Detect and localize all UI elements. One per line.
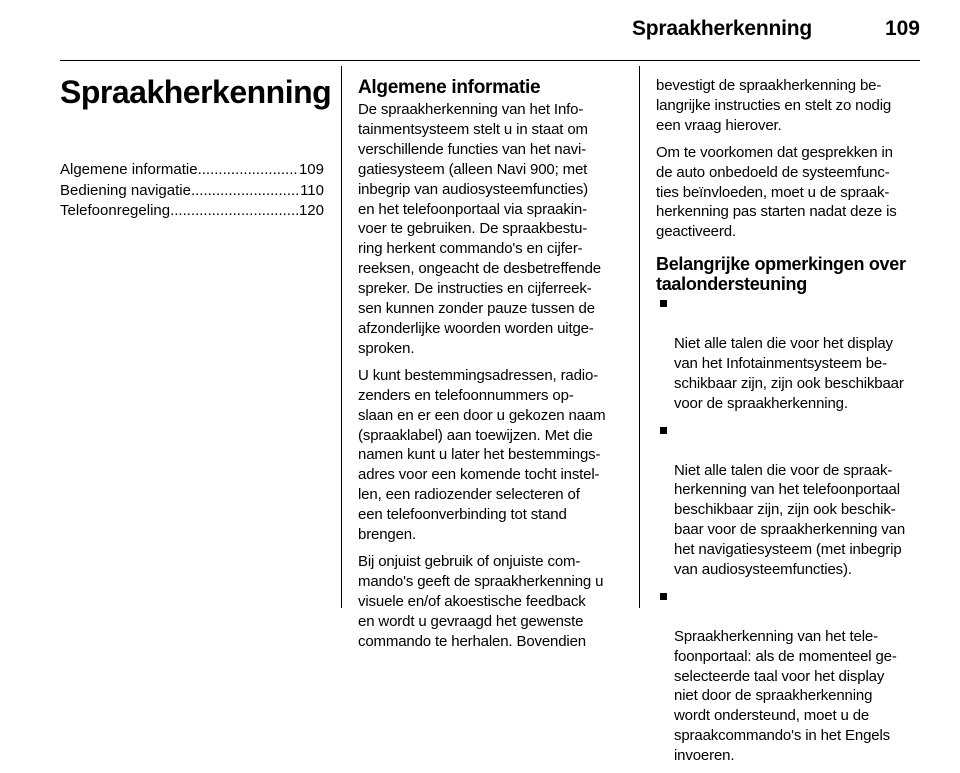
bullet-item [656, 294, 920, 413]
toc-entry-label: Bediening navigatie [60, 181, 191, 199]
body-column-2 [656, 66, 920, 773]
square-bullet-icon [660, 427, 667, 434]
subsection-heading: Belangrijke opmerkingen over taalondersteuning [656, 254, 906, 295]
body-paragraph: bevestigt de spraakherkenning be- langrijke instructies en stelt zo nodig een vraag hierover. [656, 77, 892, 134]
toc-entry-page: 120 [298, 202, 324, 220]
running-title: Spraakherkenning [631, 17, 812, 40]
bullet-item [656, 587, 920, 766]
square-bullet-icon [660, 300, 667, 307]
column-divider [639, 66, 640, 608]
toc-entry[interactable] [60, 201, 324, 222]
toc-leader-dots [191, 181, 300, 202]
square-bullet-icon [660, 593, 667, 600]
column-divider [341, 66, 342, 608]
bullet-text: Spraakherkenning van het tele- foonportaal: als de momenteel ge- selecteerde taal voor het display niet door de spraakherkenning wordt ondersteund, moet u de spraakcommando's in het Engels invoeren. [674, 627, 897, 765]
toc-entry-label: Algemene informatie [60, 161, 198, 178]
bullet-text: Niet alle talen die voor de spraak- herkenning van het telefoonportaal beschikbaar zijn, zijn ook beschik- baar voor de spraakherkenning van het navigatiesysteem (met inbegrip van audiosysteemfuncties). [674, 461, 906, 579]
page-number: 109 [884, 17, 920, 40]
chapter-column [60, 66, 332, 222]
toc-entry[interactable] [60, 181, 324, 202]
toc-entry-label: Telefoonregeling [60, 202, 171, 220]
toc-leader-dots [198, 160, 299, 181]
toc-entry-page: 109 [298, 161, 324, 178]
bullet-text: Niet alle talen die voor het display van het Infotainmentsysteem be- schikbaar zijn, zijn ook beschikbaar voor de spraakherkenning. [674, 335, 904, 412]
body-paragraph: Bij onjuist gebruik of onjuiste com- mando's geeft de spraakherkenning u visuele en/of akoestische feedback en wordt u gevraagd het gewenste commando te herhalen. Bovendien [358, 552, 604, 650]
toc-entry-page: 110 [300, 181, 324, 199]
body-paragraph: De spraakherkenning van het Info- tainmentsysteem stelt u in staat om verschillende functies van het navi- gatiesysteem (alleen Navi 900; met inbegrip van audiosysteemfuncties) en het telefoonportaal via spraakin- voer te gebruiken. De spraakbestu- ring herkent commando's en cijfer- reeksen, ongeacht de desbetreffende spreker. De instructies en cijferreek- sen kunnen zonder pauze tussen de afzonderlijke woorden worden uitge- sproken. [358, 101, 601, 357]
section-heading: Algemene informatie [358, 77, 541, 98]
table-of-contents [60, 160, 324, 222]
page-header [60, 0, 920, 61]
chapter-title: Spraakherkenning [60, 74, 332, 110]
body-paragraph: U kunt bestemmingsadressen, radio- zenders en telefoonnummers op- slaan en er een door u gekozen naam (spraaklabel) aan toewijzen. Met die namen kunt u later het bestemmings- adres voor een komende tocht instel- len, een radiozender selecteren of een telefoonverbinding tot stand brengen. [358, 366, 606, 544]
toc-leader-dots [170, 201, 299, 222]
body-column-1 [358, 66, 622, 658]
body-paragraph: Om te voorkomen dat gesprekken in de auto onbedoeld de systeemfunc- ties beïnvloeden, moet u de spraak- herkenning pas starten nadat deze is geactiveerd. [656, 143, 897, 241]
toc-entry[interactable] [60, 160, 324, 181]
bullet-item [656, 421, 920, 580]
